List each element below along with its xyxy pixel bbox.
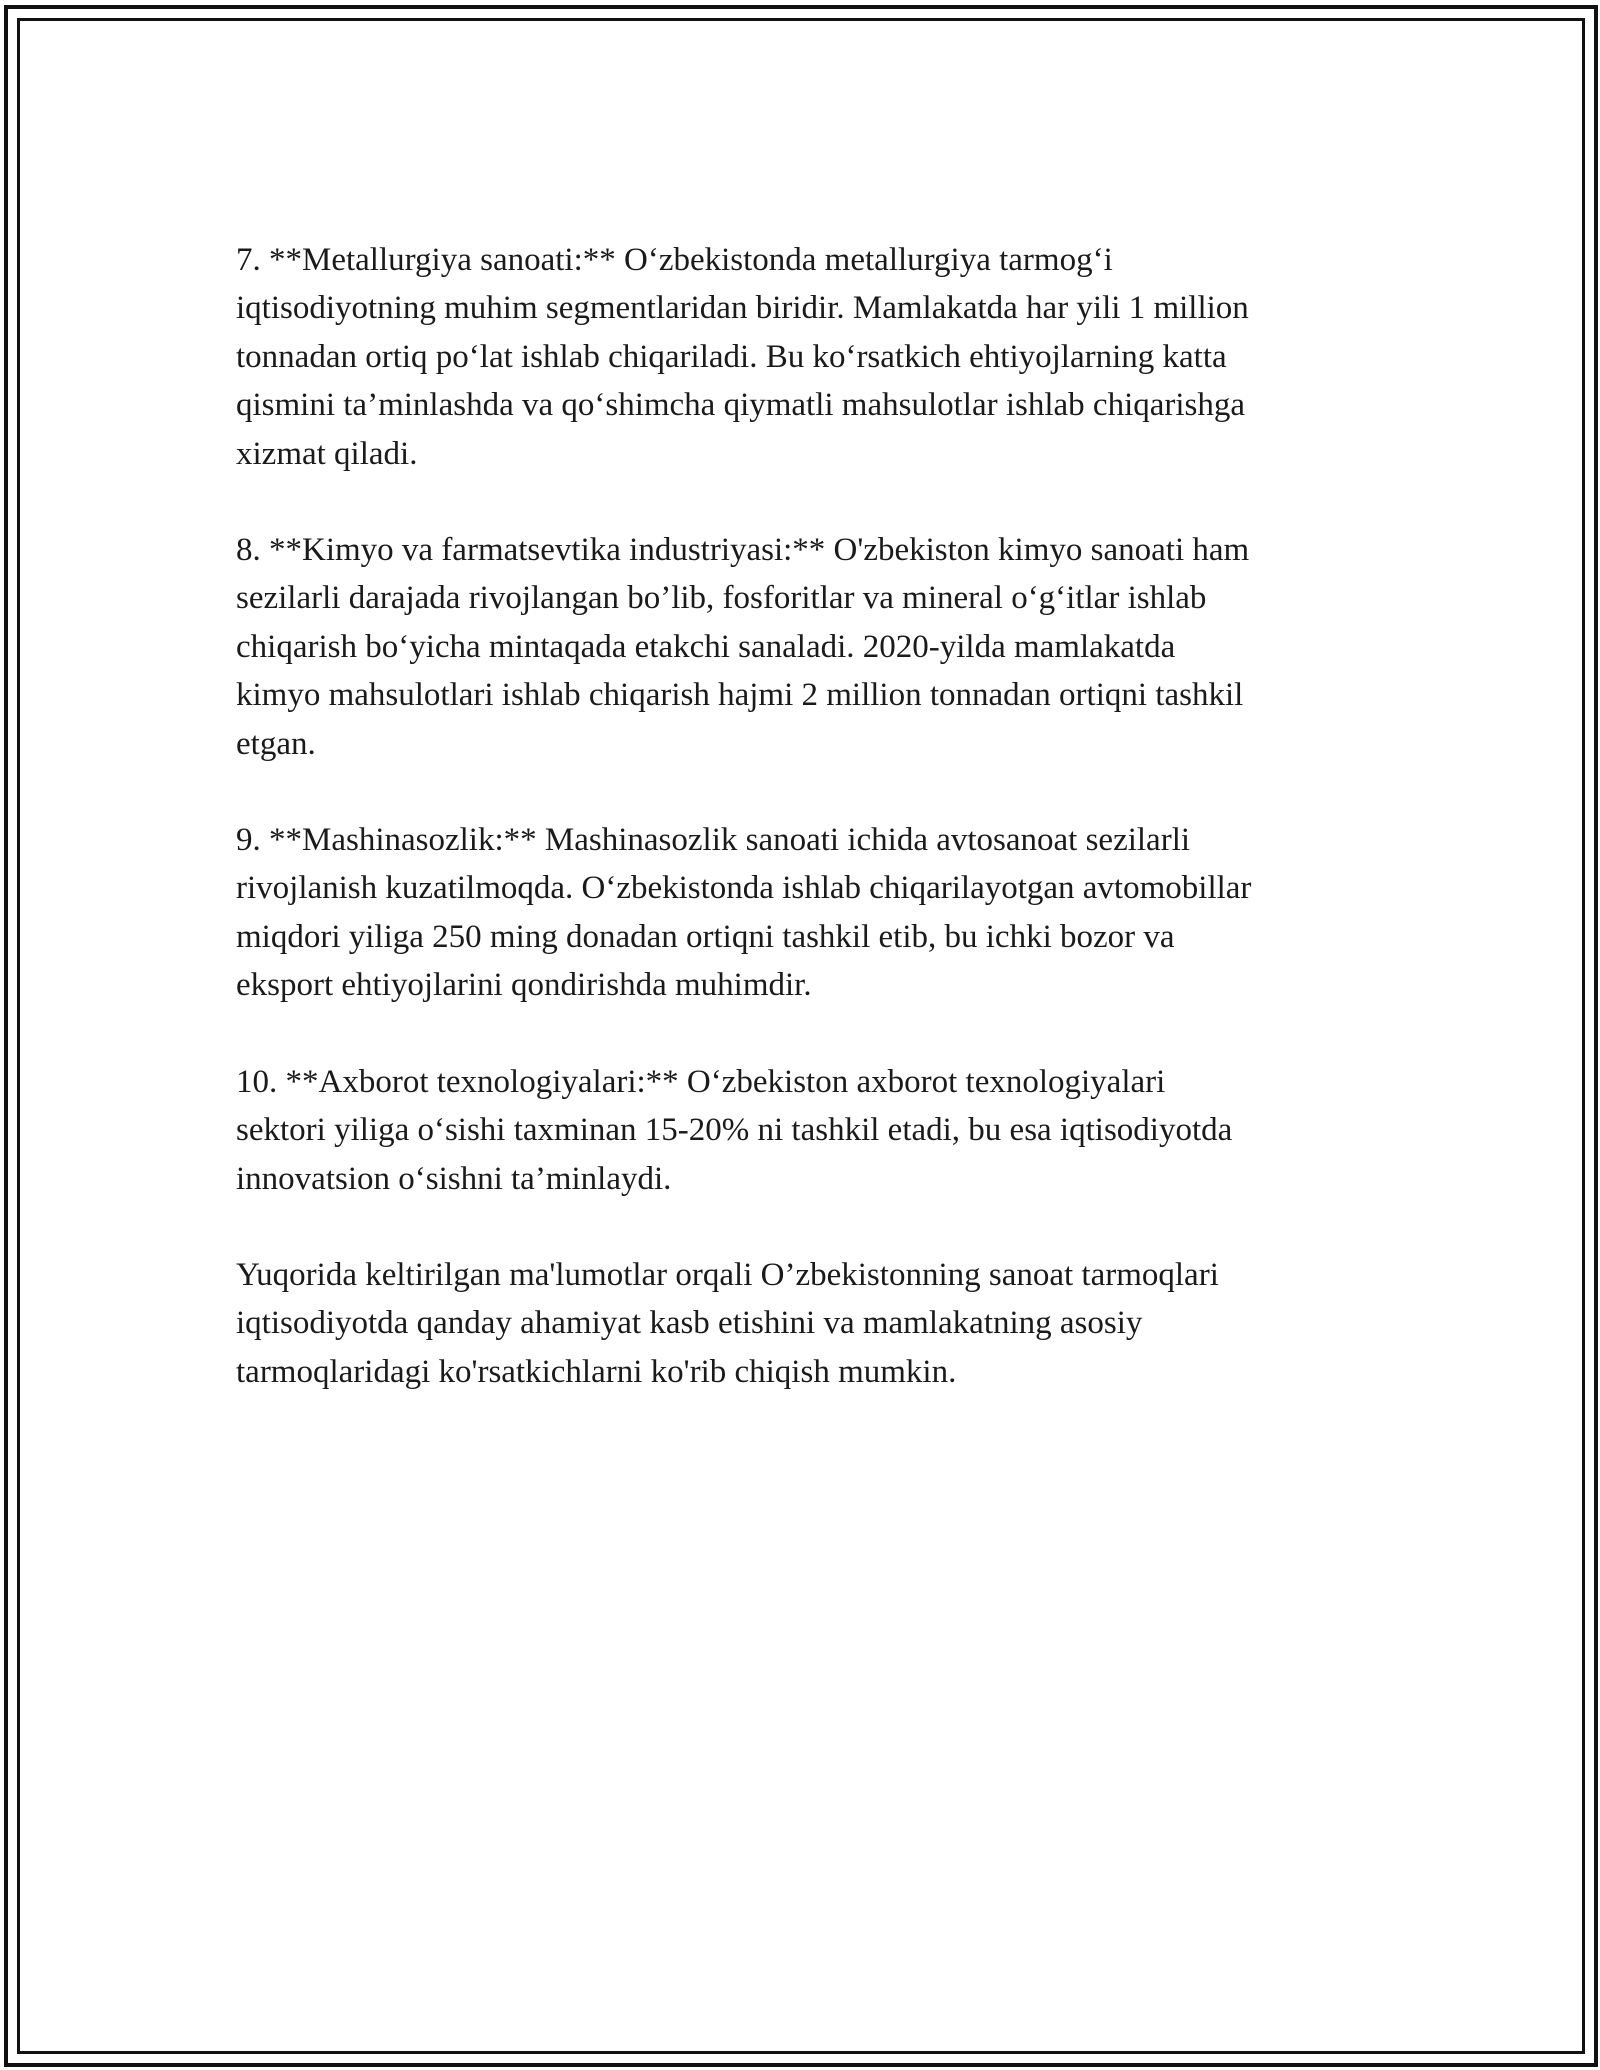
text-line: sezilarli darajada rivojlangan bo’lib, fosforitlar va mineral o‘g‘itlar ishlab xyxy=(236,580,1207,617)
text-line: innovatsion o‘sishni ta’minlaydi. xyxy=(236,1160,672,1197)
text-line: sektori yiliga o‘sishi taxminan 15-20% ni tashkil etadi, bu esa iqtisodiyotda xyxy=(236,1112,1233,1149)
text-line: chiqarish bo‘yicha mintaqada etakchi sanaladi. 2020-yilda mamlakatda xyxy=(236,628,1176,665)
text-line: 7. **Metallurgiya sanoati:** O‘zbekistonda metallurgiya tarmog‘i xyxy=(236,242,1113,278)
text-line: 8. **Kimyo va farmatsevtika industriyasi:** O'zbekiston kimyo sanoati ham xyxy=(236,532,1250,569)
text-line: xizmat qiladi. xyxy=(236,435,418,472)
text-line: eksport ehtiyojlarini qondirishda muhimdir. xyxy=(236,967,812,1004)
paragraph-conclusion xyxy=(236,1251,1396,1396)
text-line: Yuqorida keltirilgan ma'lumotlar orqali O’zbekistonning sanoat tarmoqlari xyxy=(236,1256,1219,1293)
text-line: kimyo mahsulotlari ishlab chiqarish hajmi 2 million tonnadan ortiqni tashkil xyxy=(236,677,1244,714)
text-line: rivojlanish kuzatilmoqda. O‘zbekistonda ishlab chiqarilayotgan avtomobillar xyxy=(236,870,1252,907)
paragraph-machinery xyxy=(236,816,1396,1010)
paragraph-it xyxy=(236,1058,1396,1203)
text-line: qismini ta’minlashda va qo‘shimcha qiymatli mahsulotlar ishlab chiqarishga xyxy=(236,387,1246,424)
paragraph-chemistry xyxy=(236,526,1396,768)
text-line: tarmoqlaridagi ko'rsatkichlarni ko'rib chiqish mumkin. xyxy=(236,1353,957,1390)
document-body xyxy=(236,236,1396,1444)
text-line: iqtisodiyotda qanday ahamiyat kasb etishini va mamlakatning asosiy xyxy=(236,1305,1143,1342)
text-line: iqtisodiyotning muhim segmentlaridan biridir. Mamlakatda har yili 1 million xyxy=(236,290,1249,327)
text-line: tonnadan ortiq po‘lat ishlab chiqariladi. Bu ko‘rsatkich ehtiyojlarning katta xyxy=(236,338,1227,375)
text-line: 9. **Mashinasozlik:** Mashinasozlik sanoati ichida avtosanoat sezilarli xyxy=(236,822,1191,859)
text-line: miqdori yiliga 250 ming donadan ortiqni tashkil etib, bu ichki bozor va xyxy=(236,918,1175,955)
text-line: etgan. xyxy=(236,725,316,762)
text-line: 10. **Axborot texnologiyalari:** O‘zbekiston axborot texnologiyalari xyxy=(236,1063,1166,1100)
paragraph-metallurgy xyxy=(236,236,1396,478)
